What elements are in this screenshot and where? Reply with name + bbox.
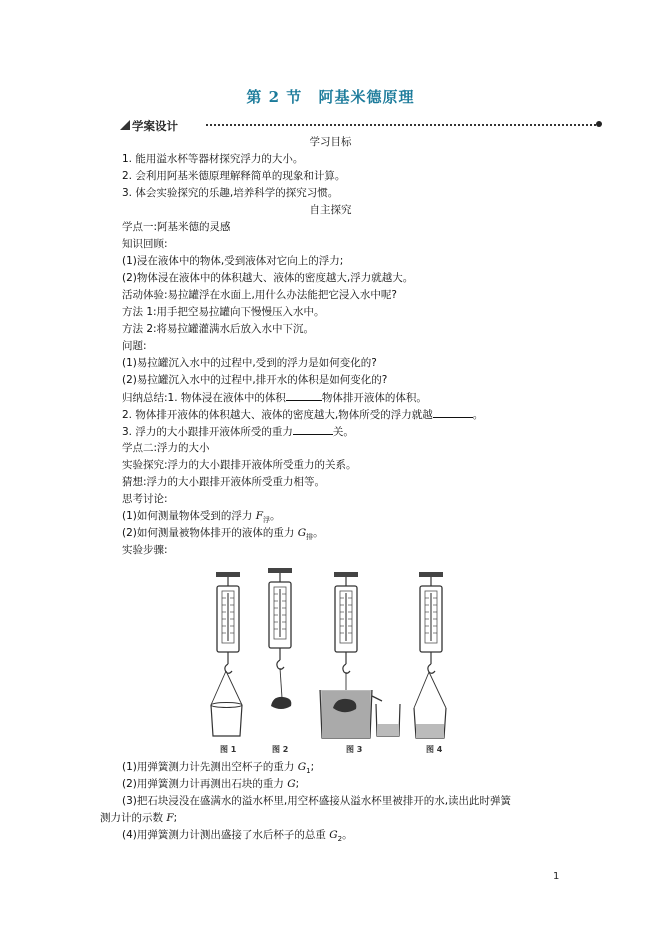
think-2-end: 。: [313, 527, 324, 539]
subscript: 2: [337, 835, 343, 844]
step-3-line-2: [100, 811, 177, 825]
bullet-dot-icon: [596, 121, 602, 127]
step-4-end: 。: [342, 829, 353, 841]
summary-3: [122, 424, 354, 439]
self-study-heading: 自主探究: [309, 204, 352, 216]
goal-3: 3. 体会实验探究的乐趣,培养科学的探究习惯。: [122, 187, 339, 199]
title-section-number: 第 2 节: [246, 88, 303, 106]
symbol-f: F: [255, 510, 264, 522]
step-4: [122, 828, 353, 846]
think-1: [122, 509, 281, 527]
figure-label-3: 图 3: [346, 745, 363, 754]
goal-2: 2. 会利用阿基米德原理解释简单的现象和计算。: [122, 170, 346, 182]
review-heading: 知识回顾:: [122, 238, 168, 250]
step-1-end: ;: [310, 761, 315, 773]
activity: 活动体验:易拉罐浮在水面上,用什么办法能把它浸入水中呢?: [122, 289, 397, 301]
step-1: [122, 760, 314, 778]
section-header: [120, 118, 600, 132]
question-1: (1)易拉罐沉入水中的过程中,受到的浮力是如何变化的?: [122, 357, 377, 369]
think-1-text: (1)如何测量物体受到的浮力: [122, 510, 256, 522]
learning-goals-heading: 学习目标: [309, 136, 352, 148]
summary-1-text-b: 物体排开液体的体积。: [321, 392, 427, 404]
summary-3-text-b: 关。: [332, 426, 354, 438]
figure-label-1: 图 1: [220, 745, 237, 754]
question-2: (2)易拉罐沉入水中的过程中,排开水的体积是如何变化的?: [122, 374, 388, 386]
spring-scale-illustration: [205, 568, 460, 754]
symbol-g: G: [297, 527, 307, 539]
review-2: (2)物体浸在液体中的体积越大、液体的密度越大,浮力就越大。: [122, 272, 414, 284]
title-text: 阿基米德原理: [318, 88, 415, 106]
step-3-text: 测力计的示数: [100, 812, 167, 824]
experiment-figure: [205, 568, 460, 754]
summary-1-text-a: 归纳总结:1. 物体浸在液体中的体积: [122, 392, 286, 404]
question-heading: 问题:: [122, 340, 147, 352]
symbol-g: G: [287, 778, 296, 790]
page-number: 1: [553, 871, 560, 882]
symbol-g: G: [297, 761, 307, 773]
think-2: [122, 526, 324, 544]
answer-blank[interactable]: [286, 390, 322, 401]
summary-1: [122, 390, 427, 405]
figure-label-2: 图 2: [272, 745, 289, 754]
summary-3-text-a: 3. 浮力的大小跟排开液体所受的重力: [122, 426, 293, 438]
figure-label-4: 图 4: [426, 745, 443, 754]
symbol-g: G: [329, 829, 338, 841]
step-2-end: ;: [295, 778, 300, 790]
step-2-text: (2)用弹簧测力计再测出石块的重力: [122, 778, 288, 790]
inquiry: 实验探究:浮力的大小跟排开液体所受重力的关系。: [122, 459, 357, 471]
step-1-text: (1)用弹簧测力计先测出空杯子的重力: [122, 761, 298, 773]
method-2: 方法 2:将易拉罐灌满水后放入水中下沉。: [122, 323, 315, 335]
think-1-end: 。: [270, 510, 281, 522]
page-title: [0, 86, 661, 107]
step-3-line-1: (3)把石块浸没在盛满水的溢水杯里,用空杯盛接从溢水杯里被排开的水,读出此时弹簧: [122, 795, 512, 807]
review-1: (1)浸在液体中的物体,受到液体对它向上的浮力;: [122, 255, 344, 267]
summary-2-end: 。: [472, 409, 484, 421]
point-1-heading: 学点一:阿基米德的灵感: [122, 221, 231, 233]
step-2: [122, 777, 299, 791]
summary-2: [122, 407, 483, 422]
subscript: 1: [306, 767, 311, 776]
dotted-divider: [206, 124, 600, 126]
answer-blank[interactable]: [293, 424, 333, 435]
goal-1: 1. 能用溢水杯等器材探究浮力的大小。: [122, 153, 304, 165]
symbol-f: F: [166, 812, 174, 824]
guess: 猜想:浮力的大小跟排开液体所受重力相等。: [122, 476, 326, 488]
think-2-text: (2)如何测量被物体排开的液体的重力: [122, 527, 298, 539]
steps-heading: 实验步骤:: [122, 544, 168, 556]
method-1: 方法 1:用手把空易拉罐向下慢慢压入水中。: [122, 306, 325, 318]
think-heading: 思考讨论:: [122, 493, 168, 505]
triangle-icon: [120, 120, 130, 130]
subscript: 浮: [263, 516, 271, 525]
subscript: 排: [306, 533, 314, 542]
step-4-text: (4)用弹簧测力计测出盛接了水后杯子的总重: [122, 829, 330, 841]
answer-blank[interactable]: [433, 407, 473, 418]
summary-2-text: 2. 物体排开液体的体积越大、液体的密度越大,物体所受的浮力就越: [122, 409, 433, 421]
step-3-end: ;: [173, 812, 178, 824]
point-2-heading: 学点二:浮力的大小: [122, 442, 210, 454]
section-label: 学案设计: [132, 119, 178, 133]
